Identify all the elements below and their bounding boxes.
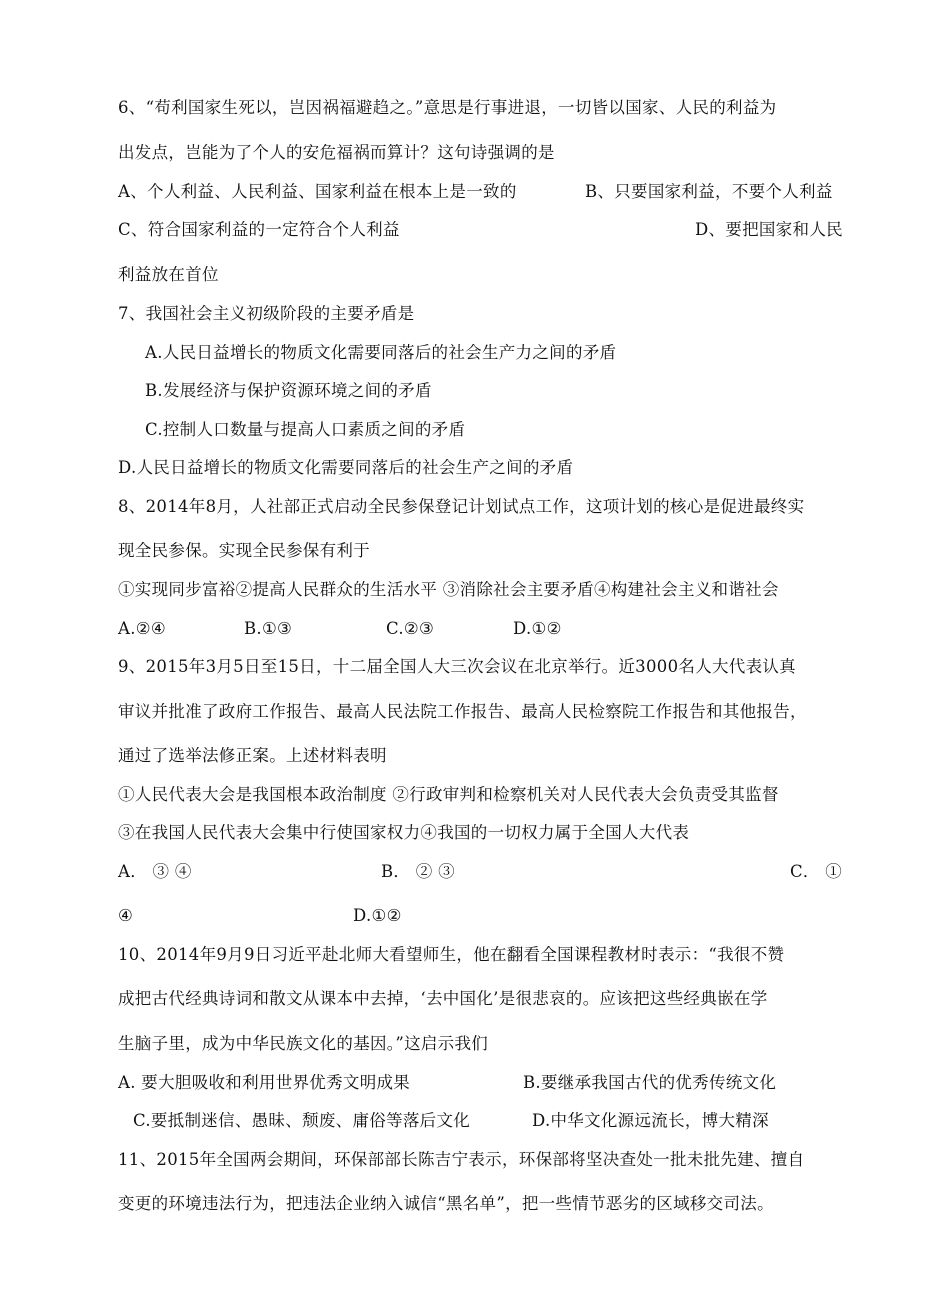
- q6-option-c: C、符合国家利益的一定符合个人利益: [118, 220, 400, 239]
- q8-option-c: C.②③: [386, 619, 435, 638]
- q9-statements-line-2: ③在我国人民代表大会集中行使国家权力④我国的一切权力属于全国人大代表: [118, 823, 690, 842]
- q10-stem-line-2: 成把古代经典诗词和散文从课本中去掉，‘去中国化’是很悲哀的。应该把这些经典嵌在学: [118, 989, 768, 1008]
- q10-option-a: A. 要大胆吸收和利用世界优秀文明成果: [118, 1073, 411, 1092]
- q7-stem: 7、我国社会主义初级阶段的主要矛盾是: [118, 304, 415, 323]
- q7-option-b: B.发展经济与保护资源环境之间的矛盾: [145, 381, 432, 400]
- q6-stem-line-1: 6、“苟利国家生死以，岂因祸福避趋之。”意思是行事进退，一切皆以国家、人民的利益为: [118, 98, 777, 117]
- q8-option-a: A.②④: [118, 619, 166, 638]
- q8-stem-line-1: 8、2014年8月，人社部正式启动全民参保登记计划试点工作，这项计划的核心是促进最终实: [118, 497, 805, 516]
- q9-option-d: D.①②: [353, 906, 402, 925]
- q10-stem-line-1: 10、2014年9月9日习近平赴北师大看望师生，他在翻看全国课程教材时表示：“我很不赞: [118, 945, 785, 964]
- q7-option-a: A.人民日益增长的物质文化需要同落后的社会生产力之间的矛盾: [145, 343, 617, 362]
- q9-statements-line-1: ①人民代表大会是我国根本政治制度 ②行政审判和检察机关对人民代表大会负责受其监督: [118, 785, 779, 804]
- q6-option-d: D、要把国家和人民: [695, 220, 843, 239]
- q8-statements: ①实现同步富裕②提高人民群众的生活水平 ③消除社会主要矛盾④构建社会主义和谐社会: [118, 580, 779, 599]
- q11-stem-line-2: 变更的环境违法行为，把违法企业纳入诚信“黑名单”，把一些情节恶劣的区域移交司法。: [118, 1194, 774, 1213]
- q10-option-b: B.要继承我国古代的优秀传统文化: [523, 1073, 777, 1092]
- q6-option-d-continued: 利益放在首位: [118, 265, 219, 284]
- q6-stem-line-2: 出发点，岂能为了个人的安危福祸而算计？这句诗强调的是: [118, 143, 555, 162]
- q9-option-b: B． ② ③: [381, 862, 455, 881]
- q10-stem-line-3: 生脑子里，成为中华民族文化的基因。”这启示我们: [118, 1034, 489, 1053]
- q9-option-c: C． ①: [790, 862, 843, 881]
- q6-option-a: A、个人利益、人民利益、国家利益在根本上是一致的: [118, 182, 517, 201]
- q7-option-c: C.控制人口数量与提高人口素质之间的矛盾: [145, 420, 466, 439]
- q9-stem-line-1: 9、2015年3月5日至15日，十二届全国人大三次会议在北京举行。近3000名人大代表认真: [118, 657, 796, 676]
- q9-stem-line-2: 审议并批准了政府工作报告、最高人民法院工作报告、最高人民检察院工作报告和其他报告，: [118, 702, 807, 721]
- q6-option-b: B、只要国家利益，不要个人利益: [585, 182, 833, 201]
- q8-stem-line-2: 现全民参保。实现全民参保有利于: [118, 541, 370, 560]
- q10-option-c: C.要抵制迷信、愚昧、颓废、庸俗等落后文化: [133, 1111, 471, 1130]
- q9-option-a: A． ③ ④: [118, 862, 192, 881]
- q11-stem-line-1: 11、2015年全国两会期间，环保部部长陈吉宁表示，环保部将坚决查处一批未批先建、擅自: [118, 1150, 805, 1169]
- q7-option-d: D.人民日益增长的物质文化需要同落后的社会生产之间的矛盾: [118, 458, 574, 477]
- q9-stem-line-3: 通过了选举法修正案。上述材料表明: [118, 746, 387, 765]
- q9-option-c-continued: ④: [118, 906, 134, 925]
- q10-option-d: D.中华文化源远流长，博大精深: [532, 1111, 769, 1130]
- q8-option-b: B.①③: [244, 619, 293, 638]
- q8-option-d: D.①②: [513, 619, 562, 638]
